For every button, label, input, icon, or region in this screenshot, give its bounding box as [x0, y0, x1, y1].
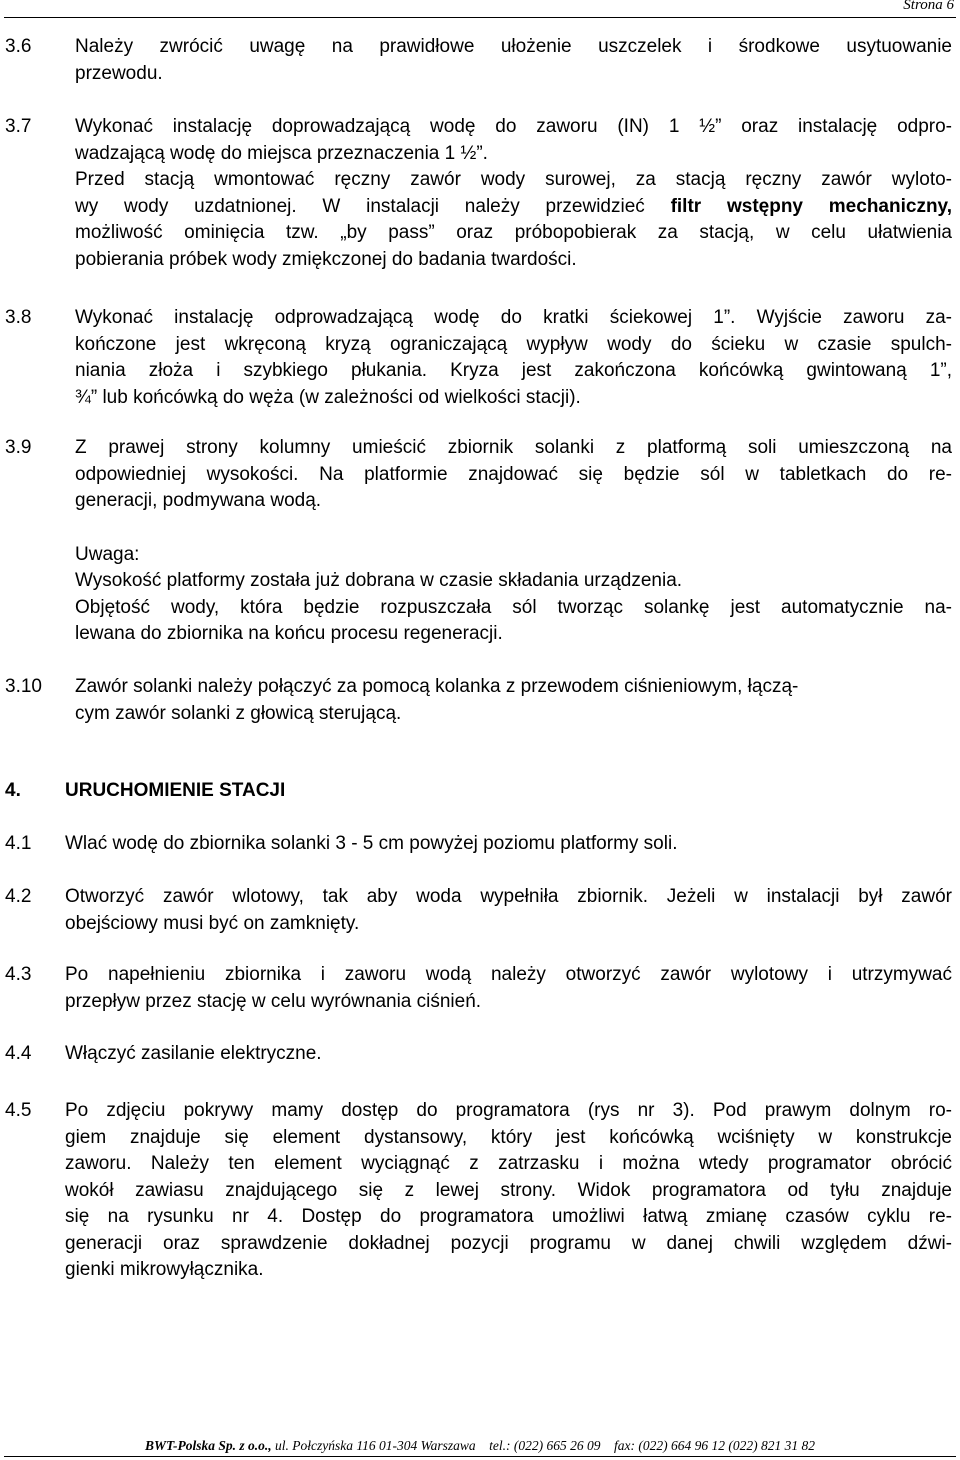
header-rule	[4, 17, 956, 18]
text-line: Z prawej strony kolumny umieścić zbiornik solanki z platformą soli umieszczoną na	[75, 437, 952, 458]
section-number: 3.6	[5, 36, 32, 57]
section-text	[65, 1041, 952, 1068]
text-line: Wysokość platformy została już dobrana w czasie składania urządzenia.	[75, 570, 683, 591]
text-line: generacji oraz sprawdzenie dokładnej pozycji programu w danej chwili względem dźwi-	[65, 1232, 952, 1254]
text-line: się na rysunku nr 4. Dostęp do programatora umożliwi łatwą zmianę czasów cyklu re-	[65, 1206, 952, 1227]
text-line: Wlać wodę do zbiornika solanki 3 - 5 cm powyżej poziomu platformy soli.	[65, 833, 678, 854]
section-text	[75, 435, 952, 648]
section-number: 4.5	[5, 1100, 32, 1121]
section-number: 4.3	[5, 964, 32, 985]
text-line: Włączyć zasilanie elektryczne.	[65, 1043, 322, 1064]
text-line: przepływ przez stację w celu wyrównania ciśnień.	[65, 990, 482, 1012]
footer-rule	[4, 1456, 956, 1457]
text-line: generacji, podmywana wodą.	[75, 490, 322, 511]
text-line: pobierania próbek wody zmiękczonej do badania twardości.	[75, 248, 577, 270]
footer-company: BWT-Polska Sp. z o.o.,	[145, 1438, 272, 1453]
text-line: zaworu. Należy ten element wyciągnąć z zatrzasku i można wtedy programator obrócić	[65, 1153, 952, 1174]
footer-fax: fax: (022) 664 96 12 (022) 821 31 82	[614, 1438, 815, 1453]
text-line: ¾” lub końcówką do węża (w zależności od wielkości stacji).	[75, 386, 581, 408]
note-label: Uwaga:	[75, 543, 140, 565]
footer-phone: tel.: (022) 665 26 09	[489, 1438, 601, 1453]
text-line: przewodu.	[75, 62, 163, 84]
text-line: Wykonać instalację odprowadzającą wodę do kratki ściekowej 1”. Wyjście zaworu za-	[75, 307, 952, 328]
text-line: kończone jest wkręconą kryzą ograniczającą wypływ wody do ścieku w czasie spulch-	[75, 333, 952, 355]
text-line: Wykonać instalację doprowadzającą wodę do zaworu (IN) 1 ½” oraz instalację odpro-	[75, 116, 952, 137]
text-line: Objętość wody, która będzie rozpuszczała sól tworząc solankę jest automatycznie na-	[75, 596, 952, 618]
section-text	[75, 34, 952, 87]
text-line: Zawór solanki należy połączyć za pomocą kolanka z przewodem ciśnieniowym, łączą-	[75, 676, 799, 697]
text-line: Otworzyć zawór wlotowy, tak aby woda wypełniła zbiornik. Jeżeli w instalacji był zawór	[65, 886, 952, 907]
section-number: 4.2	[5, 886, 32, 907]
section-number: 3.10	[5, 676, 42, 697]
text-line: Należy zwrócić uwagę na prawidłowe ułożenie uszczelek i środkowe usytuowanie	[75, 36, 952, 57]
section-text	[75, 674, 952, 727]
text-line: obejściowy musi być on zamknięty.	[65, 912, 360, 934]
section-number: 3.7	[5, 116, 32, 137]
text-line: Po zdjęciu pokrywy mamy dostęp do programatora (rys nr 3). Pod prawym dolnym ro-	[65, 1100, 952, 1121]
text-run: wy wody uzdatnionej. W instalacji należy przewidzieć	[75, 195, 645, 217]
section-text	[65, 962, 952, 1015]
bold-phrase: filtr wstępny mechaniczny,	[670, 195, 952, 217]
section-number: 4.	[5, 780, 21, 801]
footer-address: ul. Połczyńska 116 01-304 Warszawa	[275, 1438, 476, 1453]
text-line: niania złoża i szybkiego płukania. Kryza jest zakończona końcówką gwintowaną 1”,	[75, 360, 952, 381]
section-text	[75, 305, 952, 411]
section-text	[65, 884, 952, 937]
text-line: wokół zawiasu znajdującego się z lewej strony. Widok programatora od tyłu znajduje	[65, 1179, 952, 1201]
text-line: możliwość ominięcia tzw. „by pass” oraz próbopobierak za stacją, w celu ułatwienia	[75, 222, 952, 243]
section-text	[65, 831, 952, 858]
section-number: 4.4	[5, 1043, 32, 1064]
text-line: gienki mikrowyłącznika.	[65, 1259, 264, 1280]
section-number: 3.9	[5, 437, 32, 458]
section-text	[75, 114, 952, 273]
text-line: odpowiedniej wysokości. Na platformie znajdować się będzie sól w tabletkach do re-	[75, 463, 952, 485]
text-line: giem znajduje się element dystansowy, który jest końcówką wciśnięty w konstrukcje	[65, 1126, 952, 1148]
text-line	[75, 194, 952, 221]
section-text	[65, 1098, 952, 1284]
page-footer	[0, 1438, 960, 1454]
section-number: 4.1	[5, 833, 32, 854]
page-number: Strona 6	[903, 0, 954, 13]
text-line: lewana do zbiornika na końcu procesu regeneracji.	[75, 623, 503, 644]
text-line: wadzającą wodę do miejsca przeznaczenia 1 ½”.	[75, 142, 488, 164]
section-number: 3.8	[5, 307, 32, 328]
text-line: Przed stacją wmontować ręczny zawór wody surowej, za stacją ręczny zawór wyloto-	[75, 169, 952, 190]
text-line: Po napełnieniu zbiornika i zaworu wodą należy otworzyć zawór wylotowy i utrzymywać	[65, 964, 952, 985]
text-line: cym zawór solanki z głowicą sterującą.	[75, 702, 402, 724]
